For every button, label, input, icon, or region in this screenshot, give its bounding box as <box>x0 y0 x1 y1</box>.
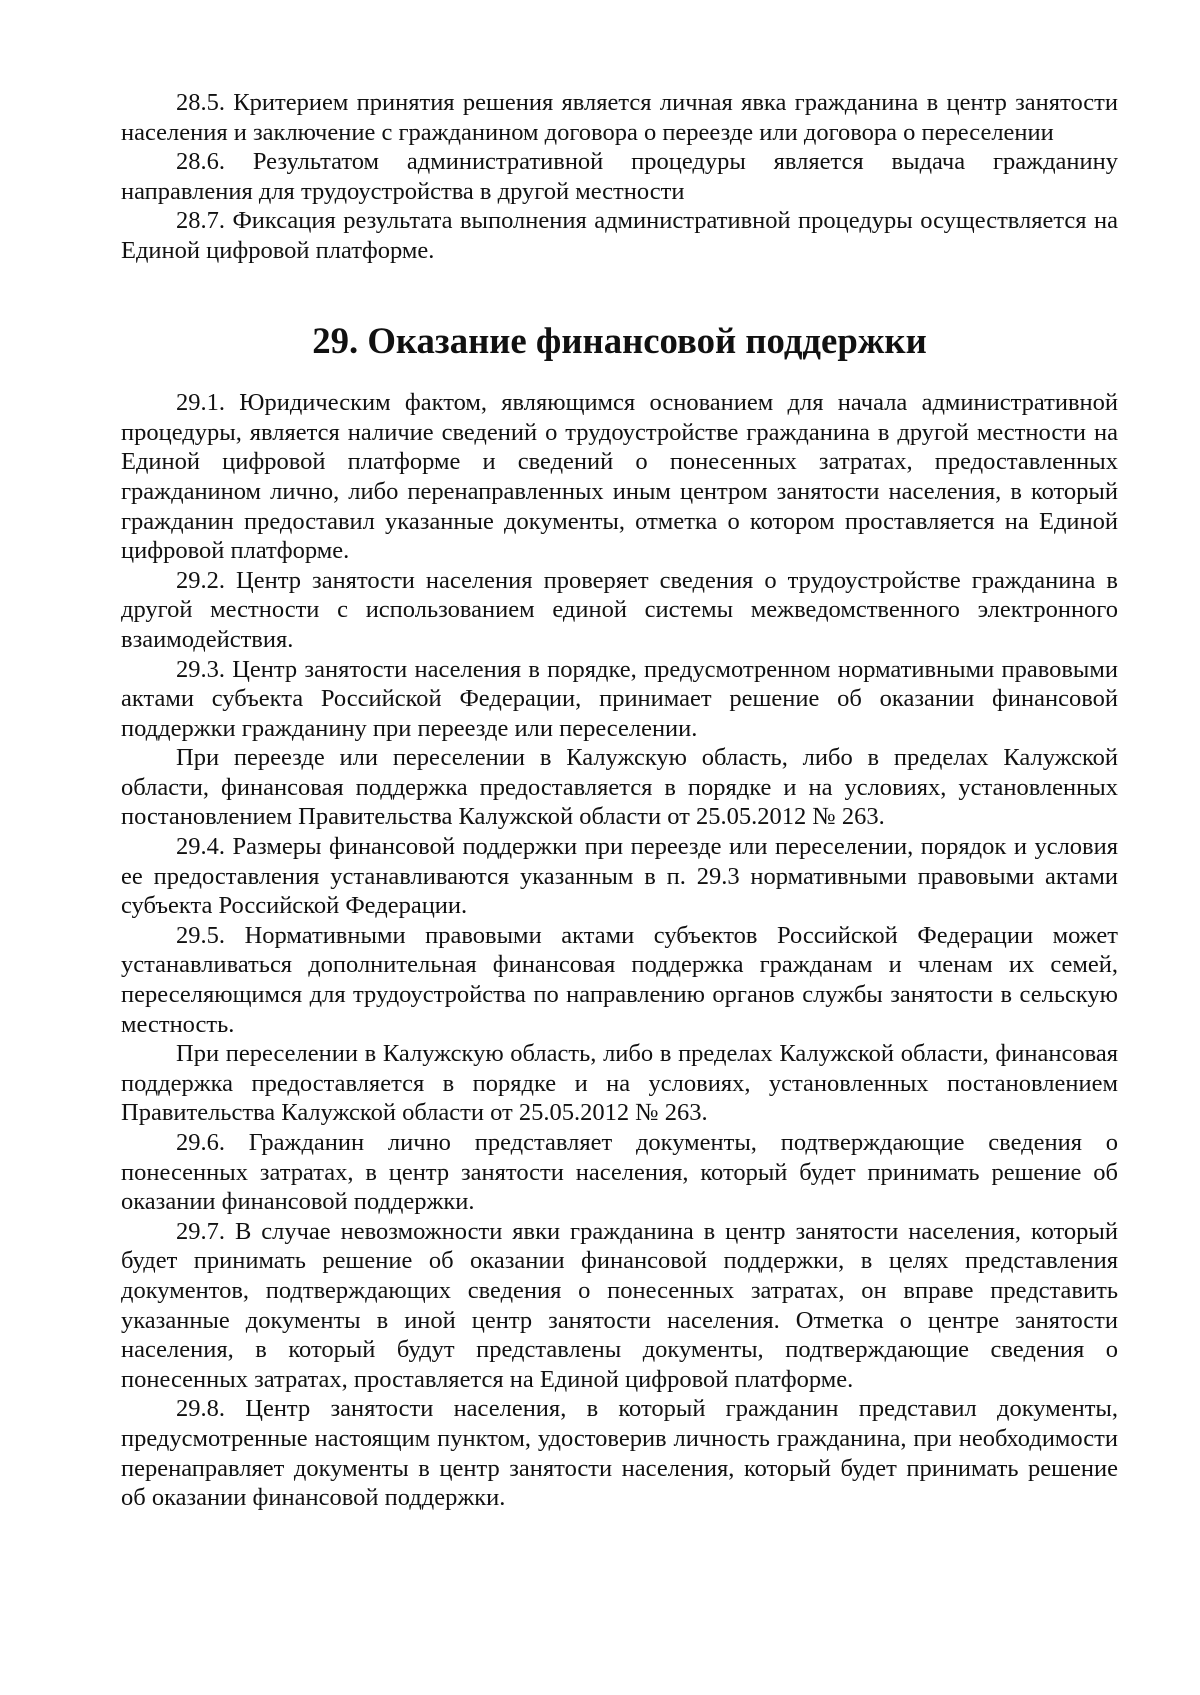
section-29-heading: 29. Оказание финансовой поддержки <box>312 319 927 361</box>
paragraph-28-5: 28.5. Критерием принятия решения является личная явка гражданина в центр занятости населения и заключение с гражданином договора о переезде или договора о переселении <box>121 89 1118 146</box>
paragraph-29-3: 29.3. Центр занятости населения в порядке, предусмотренном нормативными правовыми актами субъекта Российской Федерации, принимает решение об оказании финансовой поддержки гражданину при переезде или переселении. <box>121 655 1118 742</box>
paragraph-29-3-kaluga: При переезде или переселении в Калужскую область, либо в пределах Калужской области, финансовая поддержка предоставляется в порядке и на условиях, установленных постановлением Правительства Калужской области от 25.05.2012 № 263. <box>121 744 1118 831</box>
paragraph-29-7: 29.7. В случае невозможности явки гражданина в центр занятости населения, который будет принимать решение об оказании финансовой поддержки, в целях представления документов, подтверждающих сведения о понесенных затратах, он вправе представить указанные документы в иной центр занятости населения. Отметка о центре занятости населения, в который будут представлены документы, подтверждающие сведения о понесенных затратах, проставляется на Единой цифровой платформе. <box>121 1217 1118 1393</box>
paragraph-29-2: 29.2. Центр занятости населения проверяет сведения о трудоустройстве гражданина в другой местности с использованием единой системы межведомственного электронного взаимодействия. <box>121 566 1118 653</box>
paragraph-28-7: 28.7. Фиксация результата выполнения административной процедуры осуществляется на Единой цифровой платформе. <box>121 207 1118 264</box>
paragraph-29-5-kaluga: При переселении в Калужскую область, либо в пределах Калужской области, финансовая поддержка предоставляется в порядке и на условиях, установленных постановлением Правительства Калужской области от 25.05.2012 № 263. <box>121 1040 1118 1127</box>
paragraph-29-1: 29.1. Юридическим фактом, являющимся основанием для начала административной процедуры, является наличие сведений о трудоустройстве гражданина в другой местности на Единой цифровой платформе и сведений о понесенных затратах, предоставленных гражданином лично, либо перенаправленных иным центром занятости населения, в который гражданин предоставил указанные документы, отметка о котором проставляется на Единой цифровой платформе. <box>121 389 1118 565</box>
paragraph-29-4: 29.4. Размеры финансовой поддержки при переезде или переселении, порядок и условия ее предоставления устанавливаются указанным в п. 29.3 нормативными правовыми актами субъекта Российской Федерации. <box>121 833 1118 920</box>
paragraph-29-6: 29.6. Гражданин лично представляет документы, подтверждающие сведения о понесенных затратах, в центр занятости населения, который будет принимать решение об оказании финансовой поддержки. <box>121 1129 1118 1216</box>
section-28-continuation <box>121 88 1118 266</box>
section-29-body <box>121 388 1118 1513</box>
paragraph-29-5: 29.5. Нормативными правовыми актами субъектов Российской Федерации может устанавливаться дополнительная финансовая поддержка гражданам и членам их семей, переселяющимся для трудоустройства по направлению органов службы занятости в сельскую местность. <box>121 921 1118 1038</box>
paragraph-28-6: 28.6. Результатом административной процедуры является выдача гражданину направления для трудоустройства в другой местности <box>121 148 1118 205</box>
paragraph-29-8: 29.8. Центр занятости населения, в который гражданин представил документы, предусмотренные настоящим пунктом, удостоверив личность гражданина, при необходимости перенаправляет документы в центр занятости населения, который будет принимать решение об оказании финансовой поддержки. <box>121 1395 1118 1512</box>
